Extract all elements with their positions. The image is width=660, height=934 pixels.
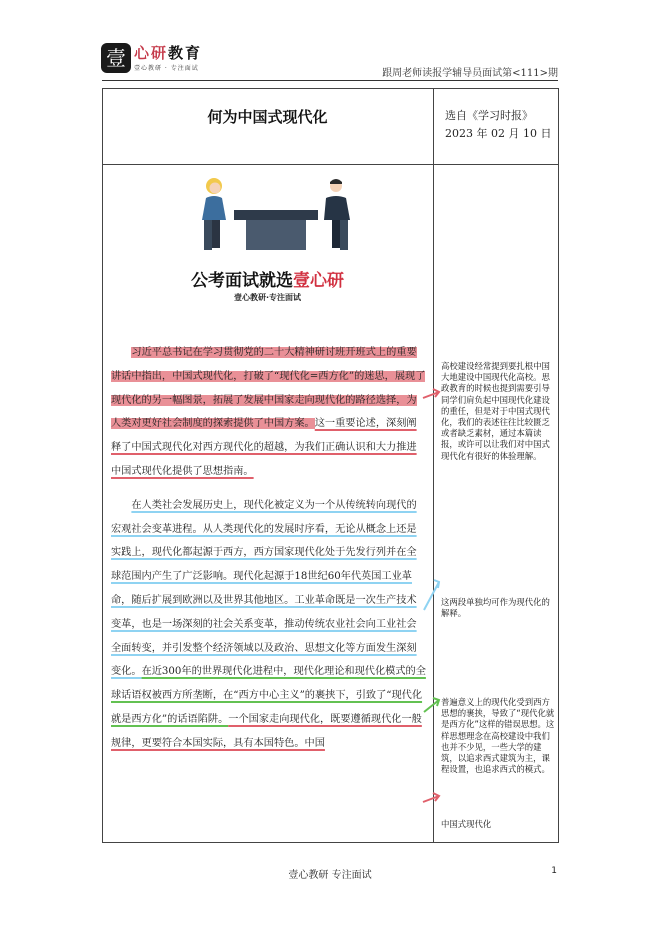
table-bottom-border <box>102 842 559 843</box>
paragraph-1 <box>111 341 426 484</box>
logo-name-a: 心研 <box>134 44 169 62</box>
page-number: 1 <box>551 866 557 876</box>
table-top-border <box>102 88 559 89</box>
table-left-border <box>102 88 103 843</box>
note-3: 普遍意义上的现代化受到西方思想的裹挟，导致了“现代化就是西方化”这样的错误思想。这样思想理念在高校建设中我们也并不少见，一些大学的建筑，以追求西式建筑为主，课程设置，也追求西式的模式。 <box>441 697 555 775</box>
logo-name-b: 教育 <box>168 44 203 62</box>
logo-mark: 壹 <box>101 43 131 73</box>
underlined-history: 在人类社会发展历史上，现代化被定义为一个从传统转向现代的宏观社会变革进程。从人类现代化的发展时序看，无论从概念上还是实践上，现代化都起源于西方，西方国家现代化处于先发行列并在全球范围内产生了广泛影响。现代化起源于18世纪60年代英国工业革命，随后扩展到欧洲以及世界其他地区。工业革命既是一次生产技术变革，也是一场深刻的社会关系变革，推动传统农业社会向工业社会全面转变，并引发整个经济领域以及政治、思想文化等方面发生深刻变化。 <box>111 499 417 678</box>
issue-label: 跟周老师读报学辅导员面试第<111>期 <box>382 68 558 79</box>
arrow-red-icon <box>423 389 439 398</box>
table-row-divider <box>102 164 559 165</box>
arrow-blue-icon <box>424 580 439 610</box>
article-source <box>445 107 551 143</box>
logo-name <box>134 42 202 63</box>
underlined-discourse: 在近300年的世界现代化进程中，现代化理论和现代化模式的全球话语权被西方所垄断，在“西方中心主义”的裹挟下，引致了“现代化就是西方化”的话语陷阱。 <box>111 666 426 725</box>
arrow-green-icon <box>424 698 439 712</box>
table-right-border <box>558 88 559 843</box>
note-2: 这两段单独均可作为现代化的解释。 <box>441 597 550 619</box>
logo-slogan: 壹心教研 · 专注面试 <box>134 65 199 72</box>
highlight-quote: 习近平总书记在学习贯彻党的二十大精神研讨班开班式上的重要讲话中指出，中国式现代化，打破了“现代化=西方化”的迷思，展现了现代化的另一幅图景，拓展了发展中国家走向现代化的路径选择，为人类对更好社会制度的探索提供了中国方案。 <box>111 347 426 430</box>
ad-title-b: 壹心研 <box>293 271 344 291</box>
underlined-sentence: 这一重要论述，深刻阐释了中国式现代化对西方现代化的超越，为我们正确认识和大力推进中国式现代化提供了思想指南。 <box>111 418 417 477</box>
arrow-red-bottom-icon <box>423 793 439 802</box>
ad-subtitle: 壹心教研·专注面试 <box>233 293 302 302</box>
interview-illustration <box>186 176 366 256</box>
note-4: 中国式现代化 <box>441 819 492 829</box>
ad-title <box>102 266 433 291</box>
article-title: 何为中国式现代化 <box>207 108 328 126</box>
source-date: 2023 年 02 月 10 日 <box>445 127 552 140</box>
article-body <box>111 341 426 756</box>
source-publication: 选自《学习时报》 <box>445 109 533 122</box>
paragraph-2 <box>111 494 426 756</box>
underlined-chinese-path: 一个国家走向现代化，既要遵循现代化一般规律，更要符合本国实际，具有本国特色。中国 <box>111 713 422 749</box>
header-rule <box>102 80 558 81</box>
note-1: 高校建设经常提到要扎根中国大地建设中国现代化高校。思政教育的时候也提到需要引导同学们肩负起中国现代化建设的重任，但是对于中国式现代化，我们的表述往往比较匮乏或者缺乏素材，通过本篇读报，或许可以让我们对中国式现代化有很好的体验理解。 <box>441 361 550 461</box>
footer-slogan: 壹心教研 专注面试 <box>288 870 372 881</box>
ad-title-a: 公考面试就选 <box>191 271 293 291</box>
